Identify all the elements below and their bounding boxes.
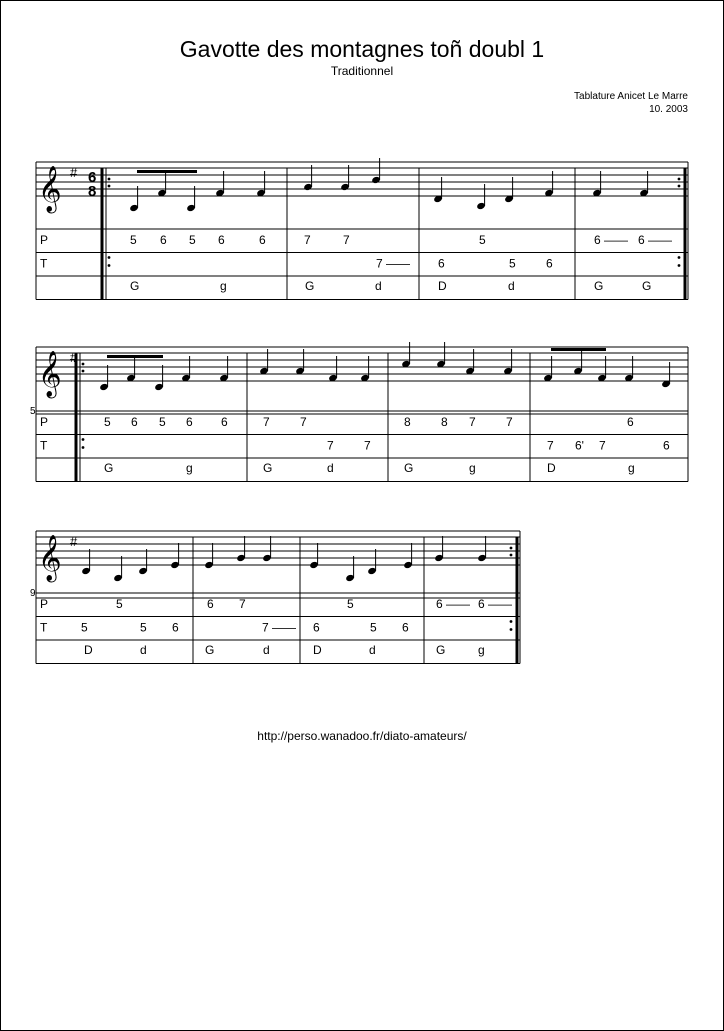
push-button-number: 5: [347, 597, 354, 611]
row-label-push: P: [40, 233, 49, 247]
bass-chord: d: [327, 461, 334, 475]
bass-chord: D: [84, 643, 93, 657]
pull-button-number: 6: [172, 620, 179, 635]
bass-chord: G: [305, 279, 315, 293]
repeat-dot: [510, 628, 513, 631]
repeat-dot: [510, 620, 513, 623]
bass-chord: G: [104, 461, 114, 475]
score-subtitle: Traditionnel: [330, 64, 394, 78]
sharp-icon: #: [70, 350, 78, 365]
repeat-dot: [82, 438, 85, 441]
bass-chord: g: [220, 279, 227, 293]
row-label-pull: T: [40, 438, 48, 453]
bass-chord: D: [547, 461, 556, 475]
measure-number: 9: [30, 588, 36, 599]
repeat-dot: [108, 178, 111, 181]
bass-chord: G: [436, 643, 446, 657]
repeat-dot: [108, 264, 111, 267]
beam: [107, 355, 163, 358]
push-button-number: 5: [116, 597, 123, 611]
push-button-number: 8: [441, 415, 448, 429]
push-button-number: 6: [207, 597, 214, 611]
repeat-dot: [678, 256, 681, 259]
repeat-dot: [108, 256, 111, 259]
bass-chord: g: [478, 643, 485, 657]
push-button-number: 5: [159, 415, 166, 429]
push-button-number: 5: [189, 233, 196, 247]
pull-button-number: 5: [140, 620, 147, 635]
repeat-dot: [678, 178, 681, 181]
bass-chord: d: [508, 279, 515, 293]
push-button-number: 7: [469, 415, 476, 429]
push-button-number: 7: [506, 415, 513, 429]
measure-number: 5: [30, 406, 36, 417]
system-3: [30, 531, 520, 664]
treble-clef-icon: 𝄞: [38, 167, 62, 211]
push-button-number: 6 ——: [638, 233, 673, 247]
repeat-dot: [678, 264, 681, 267]
repeat-dot: [82, 446, 85, 449]
push-button-number: 7: [239, 597, 246, 611]
bass-chord: D: [313, 643, 322, 657]
credit-date: 10. 2003: [649, 104, 688, 115]
pull-button-number: 7 ——: [262, 620, 297, 635]
sharp-icon: #: [70, 165, 78, 180]
push-button-number: 6 ——: [436, 597, 471, 611]
treble-clef-icon: 𝄞: [38, 536, 62, 580]
pull-button-number: 5: [370, 620, 377, 635]
repeat-dot: [82, 363, 85, 366]
pull-button-number: 6: [313, 620, 320, 635]
push-button-number: 8: [404, 415, 411, 429]
bass-chord: G: [205, 643, 215, 657]
push-button-number: 5: [479, 233, 486, 247]
bass-chord: d: [263, 643, 270, 657]
push-button-number: 7: [343, 233, 350, 247]
source-url[interactable]: http://perso.wanadoo.fr/diato-amateurs/: [257, 729, 467, 743]
sharp-icon: #: [70, 534, 78, 549]
push-button-number: 6: [259, 233, 266, 247]
repeat-dot: [82, 370, 85, 373]
repeat-dot: [510, 547, 513, 550]
pull-button-number: 6: [438, 256, 445, 271]
push-button-number: 7: [304, 233, 311, 247]
push-button-number: 6: [186, 415, 193, 429]
system-1: [36, 158, 688, 300]
bass-chord: G: [642, 279, 652, 293]
push-button-number: 6: [131, 415, 138, 429]
row-label-pull: T: [40, 256, 48, 271]
pull-button-number: 7: [327, 438, 334, 453]
time-signature-bottom: 8: [88, 183, 97, 200]
push-button-number: 6: [221, 415, 228, 429]
bass-chord: d: [369, 643, 376, 657]
repeat-dot: [510, 554, 513, 557]
bass-chord: g: [628, 461, 635, 475]
push-button-number: 7: [263, 415, 270, 429]
bass-chord: g: [186, 461, 193, 475]
bass-chord: d: [140, 643, 147, 657]
beam: [551, 348, 606, 351]
pull-button-number: 6: [546, 256, 553, 271]
push-button-number: 6 ——: [594, 233, 629, 247]
pull-button-number: 6: [402, 620, 409, 635]
pull-button-number: 5: [509, 256, 516, 271]
pull-button-number: 7: [547, 438, 554, 453]
push-button-number: 5: [130, 233, 137, 247]
push-button-number: 6: [218, 233, 225, 247]
bass-chord: G: [594, 279, 604, 293]
credit-arranger: Tablature Anicet Le Marre: [574, 91, 688, 102]
treble-clef-icon: 𝄞: [38, 352, 62, 396]
pull-button-number: 5: [81, 620, 88, 635]
push-button-number: 6: [160, 233, 167, 247]
bass-chord: G: [404, 461, 414, 475]
pull-button-number: 7: [599, 438, 606, 453]
row-label-push: P: [40, 415, 49, 429]
push-button-number: 5: [104, 415, 111, 429]
pull-button-number: 7: [364, 438, 371, 453]
bass-chord: D: [438, 279, 447, 293]
bass-chord: G: [130, 279, 140, 293]
row-label-push: P: [40, 597, 49, 611]
bass-chord: g: [469, 461, 476, 475]
push-button-number: 6: [627, 415, 634, 429]
push-button-number: 6 ——: [478, 597, 513, 611]
repeat-dot: [678, 185, 681, 188]
row-label-pull: T: [40, 620, 48, 635]
repeat-dot: [108, 185, 111, 188]
pull-button-number: 6': [575, 438, 584, 453]
score-title: Gavotte des montagnes toñ doubl 1: [179, 36, 545, 62]
pull-button-number: 7 ——: [376, 256, 411, 271]
pull-button-number: 6: [663, 438, 670, 453]
push-button-number: 7: [300, 415, 307, 429]
beam: [137, 170, 197, 173]
bass-chord: G: [263, 461, 273, 475]
system-2: [30, 342, 688, 482]
time-signature-top: 6: [88, 169, 97, 186]
bass-chord: d: [375, 279, 382, 293]
